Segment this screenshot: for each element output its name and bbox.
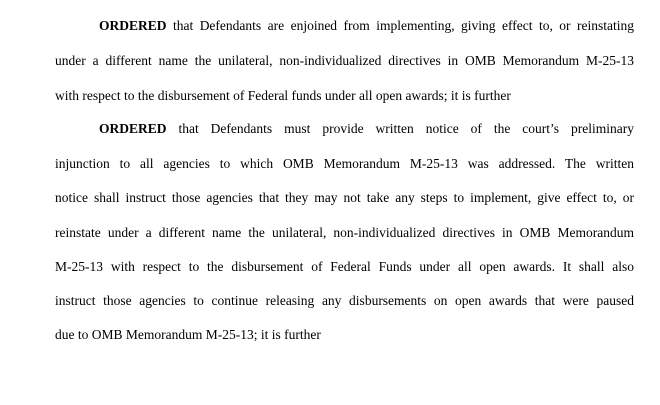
line-text: that Defendants must provide written notice of the court’s preliminary xyxy=(166,121,634,136)
paragraph-line xyxy=(99,121,634,137)
paragraph-line: reinstate under a different name the unilateral, non-individualized directives in OMB Memorandum xyxy=(55,225,634,240)
paragraph-line: notice shall instruct those agencies that they may not take any steps to implement, give effect to, or xyxy=(55,190,634,205)
paragraph-line: with respect to the disbursement of Federal funds under all open awards; it is further xyxy=(55,88,511,103)
ordered-lead: ORDERED xyxy=(99,121,167,136)
paragraph-line: M-25-13 with respect to the disbursement of Federal Funds under all open awards. It shall also xyxy=(55,259,634,274)
paragraph-line: injunction to all agencies to which OMB Memorandum M-25-13 was addressed. The written xyxy=(55,156,634,171)
paragraph-line: instruct those agencies to continue releasing any disbursements on open awards that were paused xyxy=(55,293,634,308)
ordered-lead: ORDERED xyxy=(99,18,167,33)
paragraph-line: due to OMB Memorandum M-25-13; it is further xyxy=(55,327,321,342)
paragraph-line: under a different name the unilateral, non-individualized directives in OMB Memorandum M-25-13 xyxy=(55,53,634,68)
line-text: that Defendants are enjoined from implementing, giving effect to, or reinstating xyxy=(166,18,634,33)
paragraph-line xyxy=(99,18,634,34)
